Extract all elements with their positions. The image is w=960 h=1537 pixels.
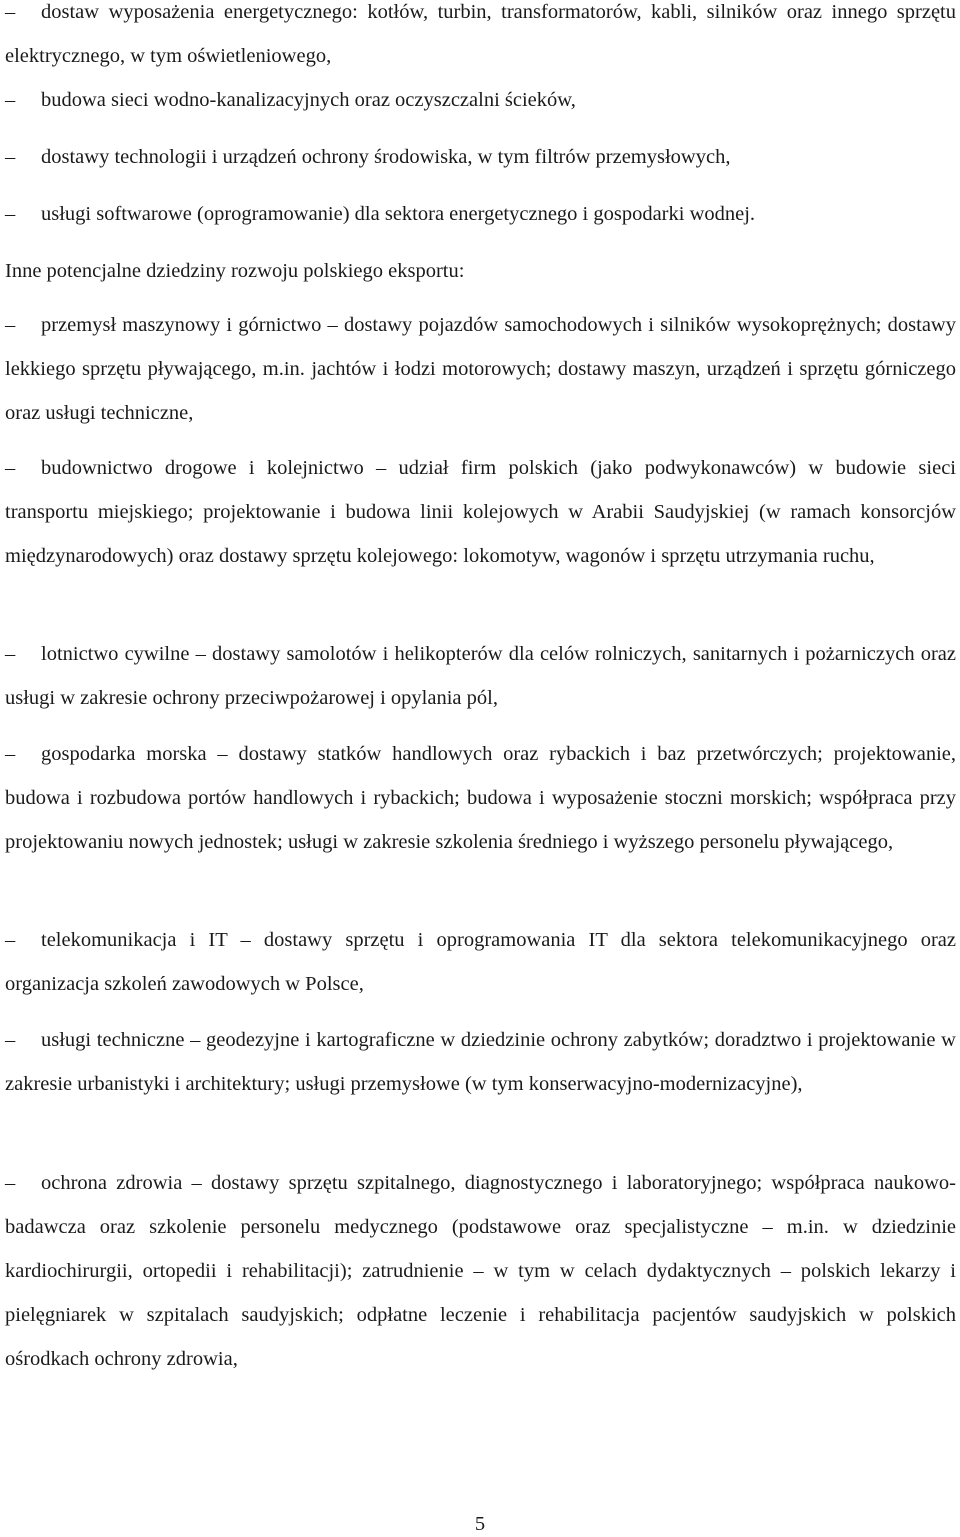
bullet-paragraph — [5, 135, 956, 179]
paragraph-text: budownictwo drogowe i kolejnictwo – udział firm polskich (jako podwykonawców) w budowie sieci transportu miejskiego; projektowanie i budowa linii kolejowych w Arabii Saudyjskiej (w ramach konsorcjów międzynarodowych) oraz dostawy sprzętu kolejowego: lokomotyw, wagonów i sprzętu utrzymania ruchu, — [5, 457, 956, 567]
bullet-paragraph — [5, 732, 956, 864]
paragraph-text: usługi techniczne – geodezyjne i kartograficzne w dziedzinie ochrony zabytków; doradztwo i projektowanie w zakresie urbanistyki i architektury; usługi przemysłowe (w tym konserwacyjno-modernizacyjne), — [5, 1029, 956, 1095]
page-number: 5 — [474, 1513, 486, 1535]
dash-marker: – — [5, 89, 16, 111]
dash-marker: – — [5, 929, 16, 951]
paragraph-text: telekomunikacja i IT – dostawy sprzętu i oprogramowania IT dla sektora telekomunikacyjnego oraz organizacja szkoleń zawodowych w Polsce, — [5, 929, 956, 995]
bullet-paragraph — [5, 918, 956, 1006]
bullet-paragraph — [5, 78, 956, 122]
paragraph-text: lotnictwo cywilne – dostawy samolotów i helikopterów dla celów rolniczych, sanitarnych i pożarniczych oraz usługi w zakresie ochrony przeciwpożarowej i opylania pól, — [5, 643, 956, 709]
dash-marker: – — [5, 1, 16, 23]
paragraph-text: dostawy technologii i urządzeń ochrony środowiska, w tym filtrów przemysłowych, — [41, 146, 731, 168]
bullet-paragraph — [5, 303, 956, 435]
paragraph-text: usługi softwarowe (oprogramowanie) dla sektora energetycznego i gospodarki wodnej. — [41, 203, 756, 225]
bullet-paragraph — [5, 446, 956, 578]
paragraph-text: ochrona zdrowia – dostawy sprzętu szpitalnego, diagnostycznego i laboratoryjnego; współpraca naukowo-badawcza oraz szkolenie personelu medycznego (podstawowe oraz specjalistyczne – m.in. w dziedzinie kardiochirurgii, ortopedii i rehabilitacji); zatrudnienie – w tym w celach dydaktycznych – polskich lekarzy i pielęgniarek w szpitalach saudyjskich; odpłatne leczenie i rehabilitacja pacjentów saudyjskich w polskich ośrodkach ochrony zdrowia, — [5, 1172, 956, 1370]
dash-marker: – — [5, 643, 16, 665]
paragraph-text: gospodarka morska – dostawy statków handlowych oraz rybackich i baz przetwórczych; projektowanie, budowa i rozbudowa portów handlowych i rybackich; budowa i wyposażenie stoczni morskich; współpraca przy projektowaniu nowych jednostek; usługi w zakresie szkolenia średniego i wyższego personelu pływającego, — [5, 743, 956, 853]
paragraph-text: dostaw wyposażenia energetycznego: kotłów, turbin, transformatorów, kabli, silników oraz innego sprzętu elektrycznego, w tym oświetleniowego, — [5, 1, 956, 67]
bullet-paragraph — [5, 632, 956, 720]
dash-marker: – — [5, 203, 16, 225]
paragraph-text: przemysł maszynowy i górnictwo – dostawy pojazdów samochodowych i silników wysokoprężnych; dostawy lekkiego sprzętu pływającego, m.in. jachtów i łodzi motorowych; dostawy maszyn, urządzeń i sprzętu górniczego oraz usługi techniczne, — [5, 314, 956, 424]
dash-marker: – — [5, 146, 16, 168]
section-heading — [5, 249, 956, 293]
bullet-paragraph — [5, 192, 956, 236]
dash-marker: – — [5, 1029, 16, 1051]
dash-marker: – — [5, 457, 16, 479]
bullet-paragraph — [5, 1018, 956, 1106]
bullet-paragraph — [5, 1161, 956, 1381]
dash-marker: – — [5, 1172, 16, 1194]
bullet-paragraph — [5, 0, 956, 78]
paragraph-text: budowa sieci wodno-kanalizacyjnych oraz oczyszczalni ścieków, — [41, 89, 576, 111]
dash-marker: – — [5, 743, 16, 765]
dash-marker: – — [5, 314, 16, 336]
paragraph-text: Inne potencjalne dziedziny rozwoju polskiego eksportu: — [5, 260, 465, 282]
